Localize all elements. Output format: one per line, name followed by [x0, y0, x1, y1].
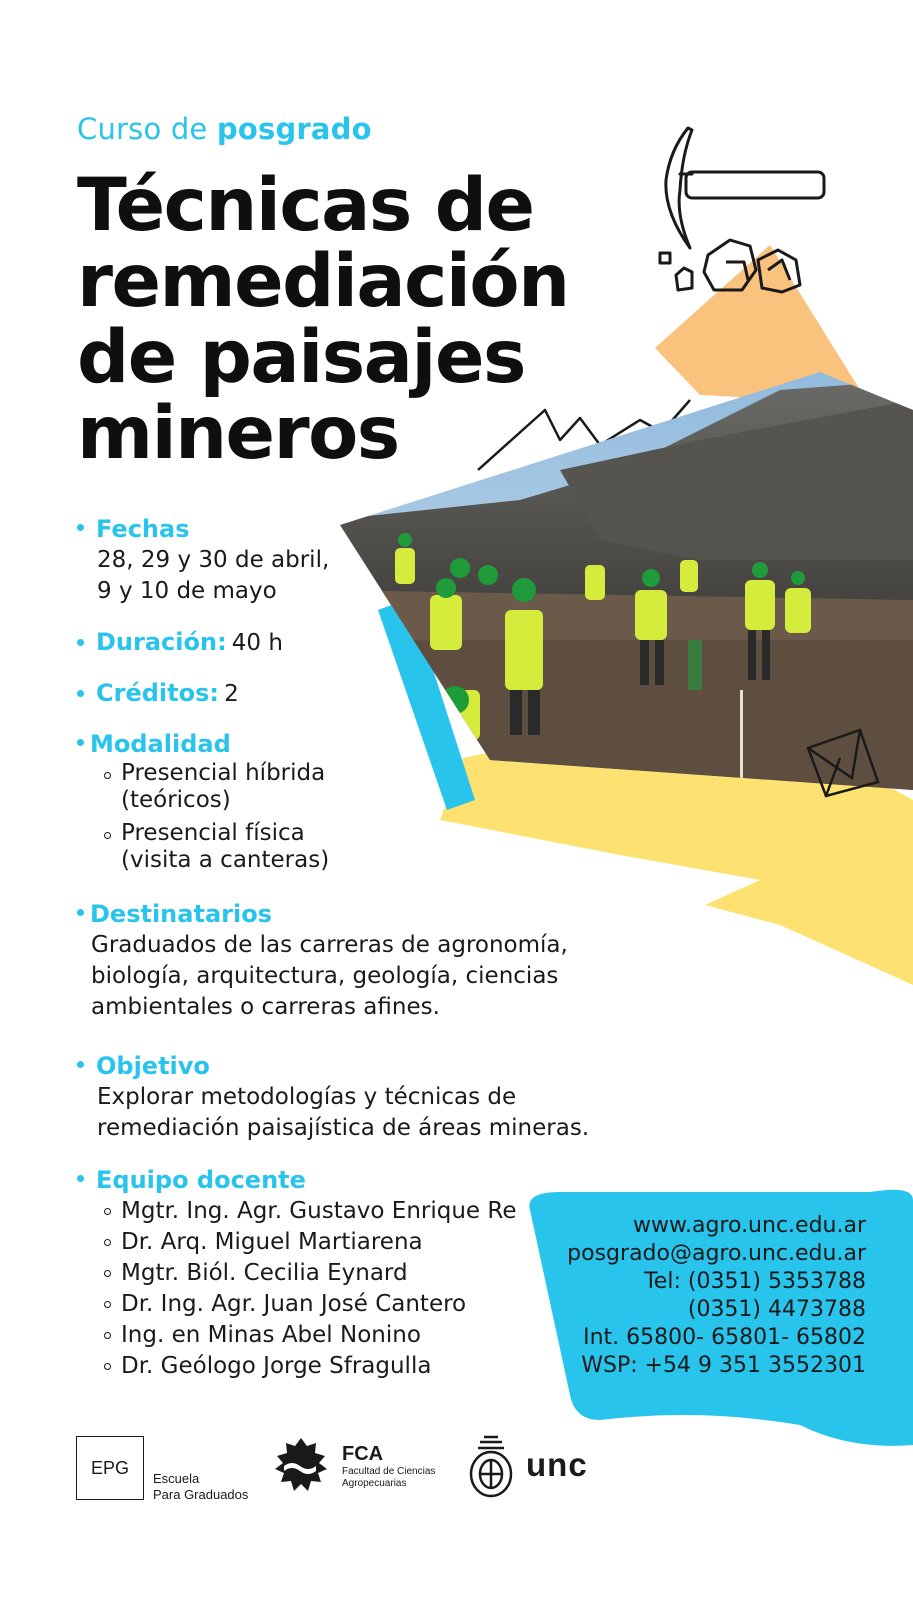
objetivo-label: Objetivo	[96, 1052, 210, 1080]
epg-caption	[153, 1471, 248, 1503]
docente-item: Ing. en Minas Abel Nonino	[121, 1320, 517, 1351]
fechas-section	[77, 515, 329, 607]
phone-1: Tel: (0351) 5353788	[644, 1269, 866, 1294]
docente-item: Dr. Arq. Miguel Martiarena	[121, 1227, 517, 1258]
creditos-value: 2	[224, 681, 239, 707]
modalidad-label: Modalidad	[90, 730, 231, 758]
duracion-section	[77, 628, 283, 659]
modalidad-item-line2: (teóricos)	[121, 787, 231, 813]
website-link[interactable]: www.agro.unc.edu.ar	[633, 1213, 866, 1238]
whatsapp: WSP: +54 9 351 3552301	[581, 1353, 866, 1378]
fca-logo-text	[342, 1444, 435, 1490]
duracion-label: Duración:	[96, 628, 227, 656]
bullet-icon	[77, 1175, 84, 1182]
docente-item: Mgtr. Ing. Agr. Gustavo Enrique Re	[121, 1196, 517, 1227]
rocks-icon	[660, 240, 800, 292]
bullet-icon	[77, 909, 84, 916]
destinatarios-label: Destinatarios	[90, 900, 272, 928]
creditos-label: Créditos:	[96, 679, 219, 707]
fechas-line: 28, 29 y 30 de abril,	[97, 547, 330, 573]
course-kicker	[77, 112, 372, 146]
modalidad-item	[121, 760, 329, 814]
docente-item: Dr. Ing. Agr. Juan José Cantero	[121, 1289, 517, 1320]
modalidad-item	[121, 820, 329, 874]
destinatarios-section	[77, 900, 568, 1023]
modalidad-item-line1: Presencial física	[121, 820, 305, 846]
destinatarios-line: ambientales o carreras afines.	[91, 994, 440, 1020]
email-link[interactable]: posgrado@agro.unc.edu.ar	[567, 1241, 866, 1266]
bullet-icon	[77, 1061, 84, 1068]
equipo-label: Equipo docente	[96, 1166, 306, 1194]
contact-block	[567, 1212, 866, 1380]
fechas-label: Fechas	[96, 515, 190, 543]
course-title	[77, 163, 617, 476]
kicker-bold: posgrado	[216, 112, 372, 146]
title-line: remediación	[77, 239, 569, 324]
phone-2: (0351) 4473788	[687, 1297, 866, 1322]
modalidad-item-line1: Presencial híbrida	[121, 760, 326, 786]
title-line: Técnicas de	[77, 163, 534, 248]
fca-abbr: FCA	[342, 1443, 384, 1465]
docente-item: Mgtr. Biól. Cecilia Eynard	[121, 1258, 517, 1289]
docente-item: Dr. Geólogo Jorge Sfragulla	[121, 1351, 517, 1382]
fca-line: Agropecuarias	[342, 1478, 407, 1489]
pickaxe-icon	[650, 120, 840, 300]
duracion-value: 40 h	[231, 630, 283, 656]
bullet-icon	[77, 524, 84, 531]
objetivo-line: Explorar metodologías y técnicas de	[97, 1084, 517, 1110]
fechas-line: 9 y 10 de mayo	[97, 578, 277, 604]
objetivo-line: remediación paisajística de áreas mineras.	[97, 1115, 590, 1141]
equipo-section	[77, 1166, 517, 1382]
creditos-section	[77, 679, 239, 710]
unc-logo-text: unc	[526, 1446, 588, 1483]
destinatarios-line: Graduados de las carreras de agronomía,	[91, 932, 568, 958]
unc-seal-icon	[466, 1434, 516, 1502]
bullet-icon	[77, 639, 84, 646]
title-line: de paisajes	[77, 315, 525, 400]
bullet-icon	[77, 690, 84, 697]
modalidad-item-line2: (visita a canteras)	[121, 847, 330, 873]
epg-logo-text: EPG	[90, 1457, 129, 1478]
title-line: mineros	[77, 391, 399, 476]
epg-logo	[76, 1436, 144, 1500]
epg-caption-line: Escuela	[153, 1471, 200, 1486]
fca-emblem-icon	[270, 1436, 332, 1500]
epg-caption-line: Para Graduados	[153, 1487, 249, 1502]
fca-line: Facultad de Ciencias	[342, 1466, 436, 1477]
kicker-prefix: Curso de	[77, 112, 208, 146]
objetivo-section	[77, 1052, 589, 1144]
modalidad-section	[77, 730, 329, 874]
bullet-icon	[77, 739, 84, 746]
phone-internos: Int. 65800- 65801- 65802	[583, 1325, 866, 1350]
destinatarios-line: biología, arquitectura, geología, ciencias	[91, 963, 559, 989]
